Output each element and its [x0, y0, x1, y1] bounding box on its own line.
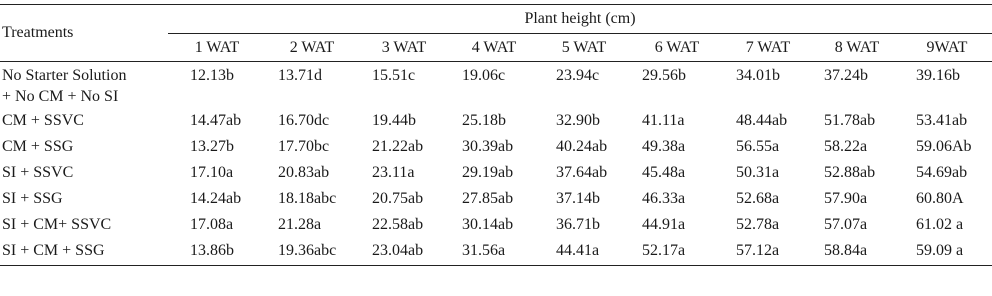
treatments-header: Treatments: [0, 5, 168, 62]
plant-height-header: Plant height (cm): [524, 10, 636, 27]
value-cell: 44.41a: [556, 241, 600, 259]
value-cell: 48.44ab: [736, 111, 788, 129]
value-cell: 59.09 a: [916, 241, 964, 259]
table-row: [0, 62, 992, 108]
column-header: 6 WAT: [630, 34, 724, 62]
value-cell: 57.90a: [824, 189, 868, 207]
treatment-name-line2: + No CM + No SI: [2, 88, 119, 105]
value-cell: 52.68a: [736, 189, 780, 207]
value-cell: 20.83ab: [278, 163, 330, 181]
value-cell: 23.94c: [556, 67, 600, 84]
value-cell: 34.01b: [736, 67, 780, 84]
value-cell: 23.11a: [372, 163, 415, 181]
treatment-name-line1: No Starter Solution: [2, 67, 127, 84]
value-cell: 59.06Ab: [916, 137, 972, 155]
value-cell: 25.18b: [462, 111, 506, 129]
value-cell: 57.07a: [824, 215, 868, 233]
column-header: 9WAT: [902, 34, 992, 62]
value-cell: 13.86b: [190, 241, 234, 259]
column-header: 1 WAT: [168, 34, 266, 62]
value-cell: 53.41ab: [916, 111, 968, 129]
table-row: [0, 185, 992, 211]
value-cell: 46.33a: [642, 189, 686, 207]
value-cell: 23.04ab: [372, 241, 424, 259]
treatment-cell: [0, 62, 168, 108]
value-cell: 12.13b: [190, 67, 234, 84]
value-cell: 52.78a: [736, 215, 780, 233]
treatment-cell: SI + CM+ SSVC: [2, 215, 112, 233]
value-cell: 52.17a: [642, 241, 686, 259]
table-row: [0, 237, 992, 266]
value-cell: 21.28a: [278, 215, 322, 233]
value-cell: 52.88ab: [824, 163, 876, 181]
value-cell: 19.06c: [462, 67, 506, 84]
value-cell: 60.80A: [916, 189, 964, 207]
value-cell: 51.78ab: [824, 111, 876, 129]
value-cell: 22.58ab: [372, 215, 424, 233]
treatment-cell: CM + SSVC: [2, 111, 84, 129]
value-cell: 49.38a: [642, 137, 686, 155]
value-cell: 29.19ab: [462, 163, 514, 181]
value-cell: 37.64ab: [556, 163, 608, 181]
value-cell: 37.14b: [556, 189, 600, 207]
header-row-group: [0, 5, 992, 34]
value-cell: 17.10a: [190, 163, 234, 181]
value-cell: 30.14ab: [462, 215, 514, 233]
column-header: 8 WAT: [812, 34, 902, 62]
treatment-cell: SI + SSVC: [2, 163, 74, 181]
value-cell: 58.84a: [824, 241, 868, 259]
value-cell: 19.36abc: [278, 241, 337, 259]
table-row: [0, 211, 992, 237]
value-cell: 19.44b: [372, 111, 416, 129]
value-cell: 17.70bc: [278, 137, 330, 155]
value-cell: 14.24ab: [190, 189, 242, 207]
value-cell: 58.22a: [824, 137, 868, 155]
table-row: [0, 133, 992, 159]
column-header: 4 WAT: [450, 34, 538, 62]
value-cell: 56.55a: [736, 137, 780, 155]
value-cell: 45.48a: [642, 163, 686, 181]
table-row: [0, 107, 992, 133]
value-cell: 61.02 a: [916, 215, 964, 233]
value-cell: 41.11a: [642, 111, 685, 129]
value-cell: 36.71b: [556, 215, 600, 233]
treatment-cell: CM + SSG: [2, 137, 74, 155]
column-header: 7 WAT: [724, 34, 812, 62]
value-cell: 13.27b: [190, 137, 234, 155]
value-cell: 31.56a: [462, 241, 506, 259]
value-cell: 32.90b: [556, 111, 600, 129]
plant-height-table: [0, 4, 992, 266]
value-cell: 37.24b: [824, 67, 868, 84]
value-cell: 54.69ab: [916, 163, 968, 181]
value-cell: 57.12a: [736, 241, 780, 259]
column-header: 2 WAT: [266, 34, 358, 62]
value-cell: 21.22ab: [372, 137, 424, 155]
value-cell: 13.71d: [278, 67, 322, 84]
treatment-cell: SI + CM + SSG: [2, 241, 105, 259]
value-cell: 29.56b: [642, 67, 686, 84]
value-cell: 44.91a: [642, 215, 686, 233]
data-table-container: [0, 4, 992, 266]
value-cell: 30.39ab: [462, 137, 514, 155]
value-cell: 18.18abc: [278, 189, 337, 207]
table-row: [0, 159, 992, 185]
value-cell: 40.24ab: [556, 137, 608, 155]
value-cell: 50.31a: [736, 163, 780, 181]
value-cell: 17.08a: [190, 215, 234, 233]
value-cell: 39.16b: [916, 67, 960, 84]
value-cell: 16.70dc: [278, 111, 330, 129]
value-cell: 14.47ab: [190, 111, 242, 129]
value-cell: 27.85ab: [462, 189, 514, 207]
value-cell: 15.51c: [372, 67, 416, 84]
treatment-cell: SI + SSG: [2, 189, 63, 207]
column-header: 5 WAT: [538, 34, 630, 62]
value-cell: 20.75ab: [372, 189, 424, 207]
column-header: 3 WAT: [358, 34, 450, 62]
